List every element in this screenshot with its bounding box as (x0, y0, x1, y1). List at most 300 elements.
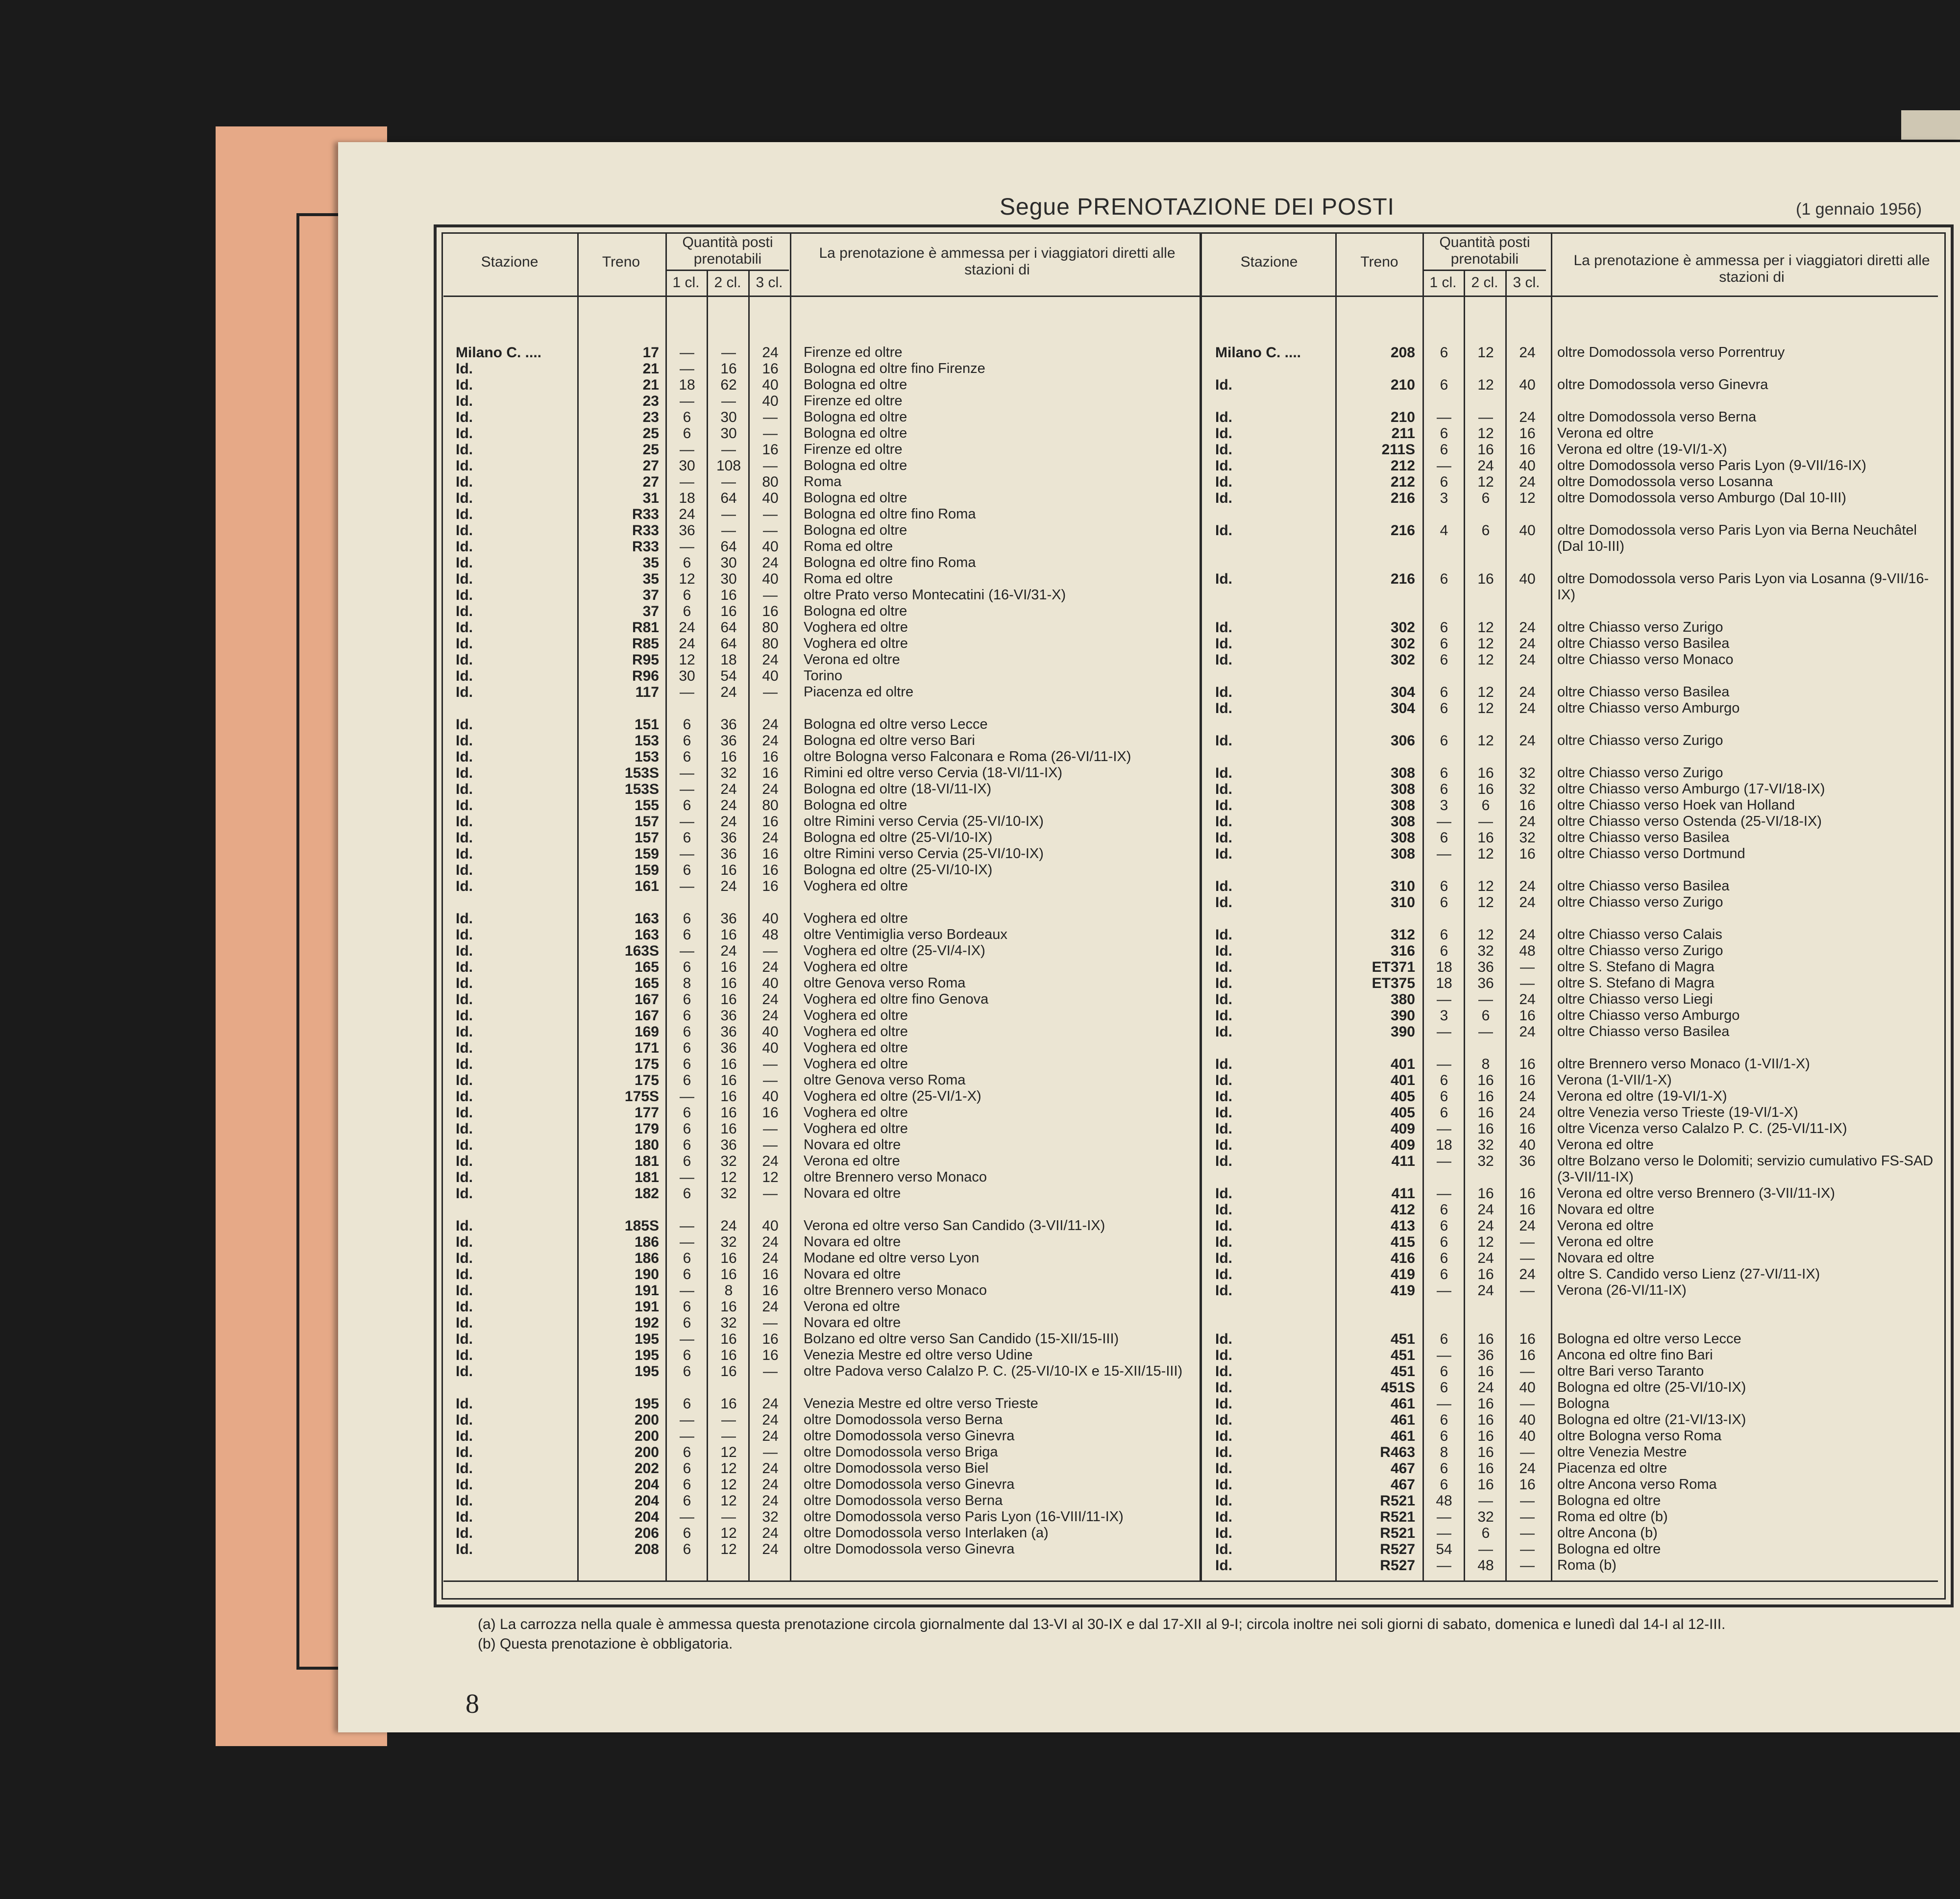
right-station: Id. (1215, 1460, 1232, 1477)
right-cl2: — (1478, 1024, 1493, 1040)
left-cl2: 36 (720, 911, 737, 927)
right-station: Milano C. .... (1215, 345, 1301, 361)
right-cl1: 6 (1440, 345, 1448, 361)
right-dest: oltre Ancona verso Roma (1557, 1477, 1717, 1492)
left-cl2: 12 (720, 1169, 737, 1185)
left-train: 175S (624, 1088, 659, 1105)
right-cl3: 40 (1519, 1137, 1536, 1153)
right-cl1: — (1437, 1121, 1451, 1137)
right-cl1: 6 (1440, 1105, 1448, 1121)
right-dest: oltre Chiasso verso Basilea (1557, 684, 1730, 700)
left-cl1: — (680, 361, 694, 377)
right-cl2: 24 (1477, 458, 1494, 474)
right-cl1: 6 (1440, 1088, 1448, 1105)
right-station: Id. (1215, 1024, 1232, 1040)
left-train: 195 (634, 1396, 659, 1412)
right-cl1: — (1437, 814, 1451, 830)
right-cl1: 18 (1436, 975, 1452, 991)
left-cl1: 6 (683, 1477, 691, 1493)
left-cl1: — (680, 1088, 694, 1105)
left-station: Id. (456, 1444, 473, 1460)
right-cl2: 16 (1477, 1428, 1494, 1444)
right-cl3: 40 (1519, 458, 1536, 474)
right-dest: oltre S. Stefano di Magra (1557, 959, 1715, 975)
left-cl1: — (680, 1331, 694, 1347)
right-dest: oltre Domodossola verso Paris Lyon via Losanna (9-VII/16-IX) (1557, 571, 1929, 603)
left-cl1: 6 (683, 1396, 691, 1412)
right-cl1: 6 (1440, 1412, 1448, 1428)
left-station: Id. (456, 1460, 473, 1477)
right-station: Id. (1215, 1347, 1232, 1363)
right-cl1: 6 (1440, 733, 1448, 749)
right-dest: oltre S. Candido verso Lienz (27-VI/11-IX) (1557, 1266, 1820, 1282)
left-dest: oltre Domodossola verso Paris Lyon (16-VIII/11-IX) (804, 1509, 1124, 1525)
right-station: Id. (1215, 765, 1232, 781)
left-cl1: 30 (679, 668, 695, 684)
right-cl2: 16 (1477, 1185, 1494, 1202)
left-station: Id. (456, 862, 473, 878)
right-dest: oltre Chiasso verso Zurigo (1557, 733, 1723, 748)
right-cl3: 24 (1519, 636, 1536, 652)
left-dest: Voghera ed oltre (804, 636, 908, 651)
left-dest: Voghera ed oltre (804, 1008, 908, 1023)
right-station: Id. (1215, 830, 1232, 846)
right-train: 461 (1390, 1412, 1415, 1428)
right-cl2: 16 (1477, 765, 1494, 781)
left-cl1: 36 (679, 522, 695, 539)
right-cl1: 18 (1436, 959, 1452, 975)
page-date: (1 gennaio 1956) (1796, 200, 1922, 219)
right-station: Id. (1215, 1509, 1232, 1525)
left-cl1: 6 (683, 911, 691, 927)
right-cl1: 6 (1440, 765, 1448, 781)
right-dest: oltre Domodossola verso Losanna (1557, 474, 1773, 490)
col-header-cl2-left: 2 cl. (714, 274, 741, 291)
right-cl2: 16 (1477, 442, 1494, 458)
right-train: 210 (1390, 409, 1415, 425)
left-cl2: 16 (720, 1331, 737, 1347)
right-cl3: 16 (1519, 1056, 1536, 1072)
right-cl3: 16 (1519, 1331, 1536, 1347)
right-cl1: 6 (1440, 474, 1448, 490)
left-cl1: 12 (679, 652, 695, 668)
right-cl2: 12 (1477, 377, 1494, 393)
right-train: 308 (1390, 781, 1415, 797)
right-train: 304 (1390, 700, 1415, 716)
left-cl1: 6 (683, 716, 691, 733)
right-cl2: 16 (1477, 830, 1494, 846)
left-station: Id. (456, 571, 473, 587)
left-dest: oltre Padova verso Calalzo P. C. (25-VI/10-IX e 15-XII/15-III) (804, 1363, 1183, 1379)
left-cl1: 6 (683, 1008, 691, 1024)
right-dest: oltre Chiasso verso Dortmund (1557, 846, 1745, 862)
right-station: Id. (1215, 1477, 1232, 1493)
left-cl2: 30 (720, 571, 737, 587)
right-cl3: 24 (1519, 991, 1536, 1008)
right-dest: oltre Chiasso verso Basilea (1557, 1024, 1730, 1039)
right-dest: Verona ed oltre verso Brennero (3-VII/11-IX) (1557, 1185, 1835, 1201)
left-cl1: 6 (683, 1250, 691, 1266)
left-train: 171 (634, 1040, 659, 1056)
right-cl2: 36 (1477, 959, 1494, 975)
left-dest: Voghera ed oltre fino Genova (804, 991, 989, 1007)
left-train: 200 (634, 1428, 659, 1444)
right-train: ET371 (1372, 959, 1415, 975)
left-train: 165 (634, 975, 659, 991)
right-cl3: 24 (1519, 1088, 1536, 1105)
left-dest: Novara ed oltre (804, 1266, 901, 1282)
left-dest: Bologna ed oltre (25-VI/10-IX) (804, 830, 993, 845)
right-cl3: 16 (1519, 1202, 1536, 1218)
left-train: 200 (634, 1412, 659, 1428)
left-cl3: 40 (762, 490, 779, 506)
left-dest: oltre Domodossola verso Ginevra (804, 1428, 1015, 1444)
left-cl3: 24 (762, 1396, 779, 1412)
left-dest: Verona ed oltre (804, 652, 900, 667)
left-cl2: 62 (720, 377, 737, 393)
right-station: Id. (1215, 1396, 1232, 1412)
right-cl2: — (1478, 814, 1493, 830)
left-cl2: 16 (720, 927, 737, 943)
left-station: Id. (456, 619, 473, 636)
left-train: 35 (642, 571, 659, 587)
right-station: Id. (1215, 1056, 1232, 1072)
col-header-dest-left: La prenotazione è ammessa per i viaggiatori diretti alle stazioni di (819, 245, 1176, 278)
left-cl1: 18 (679, 490, 695, 506)
left-train: 192 (634, 1315, 659, 1331)
right-cl2: 6 (1481, 1008, 1490, 1024)
left-station: Id. (456, 878, 473, 894)
right-cl1: 6 (1440, 830, 1448, 846)
left-station: Id. (456, 1347, 473, 1363)
left-dest: oltre Brennero verso Monaco (804, 1282, 987, 1298)
left-cl2: 54 (720, 668, 737, 684)
left-cl2: 32 (720, 1234, 737, 1250)
col-sep (1464, 270, 1465, 1580)
left-train: 190 (634, 1266, 659, 1282)
left-cl2: 36 (720, 733, 737, 749)
right-dest: Ancona ed oltre fino Bari (1557, 1347, 1713, 1363)
right-train: 380 (1390, 991, 1415, 1008)
right-cl3: 24 (1519, 1266, 1536, 1282)
left-cl3: 24 (762, 1525, 779, 1541)
left-cl2: 36 (720, 846, 737, 862)
left-train: 179 (634, 1121, 659, 1137)
left-dest: Firenze ed oltre (804, 393, 903, 409)
right-cl2: 24 (1477, 1282, 1494, 1299)
left-station: Id. (456, 959, 473, 975)
right-train: 467 (1390, 1460, 1415, 1477)
right-cl1: 4 (1440, 522, 1448, 539)
left-cl3: 24 (762, 1477, 779, 1493)
left-cl1: — (680, 1218, 694, 1234)
right-dest: oltre Venezia Mestre (1557, 1444, 1687, 1460)
right-cl2: 16 (1477, 1444, 1494, 1460)
right-dest: oltre Domodossola verso Berna (1557, 409, 1757, 425)
right-cl1: 6 (1440, 781, 1448, 797)
left-dest: Novara ed oltre (804, 1234, 901, 1250)
right-dest: Bologna ed oltre (25-VI/10-IX) (1557, 1380, 1746, 1395)
right-station: Id. (1215, 1153, 1232, 1169)
right-train: 451S (1380, 1380, 1415, 1396)
right-cl2: 16 (1477, 1266, 1494, 1282)
left-train: 181 (634, 1153, 659, 1169)
left-dest: Verona ed oltre (804, 1153, 900, 1169)
right-train: 467 (1390, 1477, 1415, 1493)
right-dest: Verona ed oltre (19-VI/1-X) (1557, 1088, 1727, 1104)
col-sep (1422, 233, 1424, 1580)
right-cl1: 6 (1440, 878, 1448, 894)
right-cl1: 6 (1440, 425, 1448, 442)
right-cl3: 16 (1519, 1121, 1536, 1137)
left-cl3: 48 (762, 927, 779, 943)
left-cl1: 6 (683, 1493, 691, 1509)
col-sep (1505, 270, 1507, 1580)
left-cl3: 24 (762, 1008, 779, 1024)
left-train: 206 (634, 1525, 659, 1541)
left-dest: Firenze ed oltre (804, 345, 903, 360)
left-cl1: — (680, 1412, 694, 1428)
left-dest: oltre Bologna verso Falconara e Roma (26-VI/11-IX) (804, 749, 1131, 765)
right-cl2: 12 (1477, 345, 1494, 361)
left-train: R33 (632, 539, 659, 555)
right-train: R521 (1380, 1493, 1415, 1509)
left-cl2: 16 (720, 1363, 737, 1380)
left-dest: oltre Domodossola verso Ginevra (804, 1541, 1015, 1557)
right-station: Id. (1215, 943, 1232, 959)
left-station: Id. (456, 1185, 473, 1202)
right-train: 216 (1390, 571, 1415, 587)
right-cl2: — (1478, 1493, 1493, 1509)
left-cl3: — (763, 1363, 778, 1380)
right-cl2: 36 (1477, 975, 1494, 991)
left-cl2: 30 (720, 409, 737, 425)
col-sep (707, 270, 708, 1580)
right-cl3: 24 (1519, 1460, 1536, 1477)
right-cl1: 6 (1440, 571, 1448, 587)
table-bottom-rule (443, 1580, 1938, 1582)
left-dest: oltre Brennero verso Monaco (804, 1169, 987, 1185)
left-station: Id. (456, 1541, 473, 1557)
left-cl2: 24 (720, 814, 737, 830)
right-cl1: — (1437, 1396, 1451, 1412)
right-train: R527 (1380, 1557, 1415, 1574)
left-cl1: — (680, 943, 694, 959)
right-cl2: 12 (1477, 619, 1494, 636)
right-cl2: 12 (1477, 878, 1494, 894)
left-cl2: 16 (720, 1088, 737, 1105)
right-train: 308 (1390, 765, 1415, 781)
right-station: Id. (1215, 377, 1232, 393)
right-station: Id. (1215, 1428, 1232, 1444)
right-station: Id. (1215, 927, 1232, 943)
left-station: Id. (456, 1056, 473, 1072)
left-cl1: 6 (683, 1024, 691, 1040)
left-train: 180 (634, 1137, 659, 1153)
left-train: 155 (634, 797, 659, 814)
left-station: Id. (456, 636, 473, 652)
left-cl3: 16 (762, 603, 779, 619)
left-dest: Roma (804, 474, 842, 490)
right-cl1: — (1437, 1509, 1451, 1525)
right-cl3: 16 (1519, 1185, 1536, 1202)
right-station: Id. (1215, 458, 1232, 474)
right-dest: oltre Chiasso verso Zurigo (1557, 894, 1723, 910)
left-cl3: 24 (762, 1234, 779, 1250)
right-cl3: 16 (1519, 846, 1536, 862)
left-cl3: 80 (762, 619, 779, 636)
right-cl2: 48 (1477, 1557, 1494, 1574)
left-train: 25 (642, 442, 659, 458)
right-dest: oltre Ancona (b) (1557, 1525, 1658, 1541)
left-train: 204 (634, 1493, 659, 1509)
right-train: R521 (1380, 1509, 1415, 1525)
right-cl3: — (1520, 1234, 1535, 1250)
right-station: Id. (1215, 619, 1232, 636)
left-cl2: 16 (720, 1105, 737, 1121)
right-dest: oltre Chiasso verso Zurigo (1557, 765, 1723, 781)
right-cl1: 48 (1436, 1493, 1452, 1509)
left-dest: Venezia Mestre ed oltre verso Udine (804, 1347, 1033, 1363)
left-train: 204 (634, 1477, 659, 1493)
right-train: 308 (1390, 814, 1415, 830)
left-train: 182 (634, 1185, 659, 1202)
page-number: 8 (466, 1689, 479, 1719)
right-dest: oltre Chiasso verso Zurigo (1557, 943, 1723, 959)
right-station: Id. (1215, 1088, 1232, 1105)
left-cl2: 24 (720, 797, 737, 814)
right-cl3: 40 (1519, 1380, 1536, 1396)
left-cl1: 6 (683, 603, 691, 619)
right-cl3: 24 (1519, 1105, 1536, 1121)
left-cl1: 6 (683, 1121, 691, 1137)
left-cl1: 6 (683, 1072, 691, 1088)
right-station: Id. (1215, 1331, 1232, 1347)
right-cl1: 6 (1440, 1202, 1448, 1218)
left-station: Id. (456, 1234, 473, 1250)
right-cl3: 24 (1519, 814, 1536, 830)
col-header-treno-left: Treno (602, 254, 640, 270)
right-cl2: — (1478, 991, 1493, 1008)
right-cl2: 16 (1477, 1477, 1494, 1493)
left-cl1: 30 (679, 458, 695, 474)
left-train: 159 (634, 846, 659, 862)
left-cl3: 24 (762, 830, 779, 846)
right-train: 409 (1390, 1121, 1415, 1137)
left-cl1: — (680, 393, 694, 409)
right-station: Id. (1215, 652, 1232, 668)
left-station: Id. (456, 1137, 473, 1153)
right-station: Id. (1215, 571, 1232, 587)
right-station: Id. (1215, 522, 1232, 539)
left-cl3: 40 (762, 1218, 779, 1234)
right-station: Id. (1215, 700, 1232, 716)
left-dest: Bologna ed oltre (25-VI/10-IX) (804, 862, 993, 878)
left-train: R96 (632, 668, 659, 684)
right-station: Id. (1215, 1444, 1232, 1460)
left-train: 195 (634, 1363, 659, 1380)
left-cl2: — (721, 345, 736, 361)
right-train: 304 (1390, 684, 1415, 700)
left-cl3: — (763, 1056, 778, 1072)
left-cl3: — (763, 458, 778, 474)
right-cl2: 12 (1477, 846, 1494, 862)
left-station: Id. (456, 474, 473, 490)
left-dest: Bologna ed oltre verso Lecce (804, 716, 988, 732)
right-dest: Novara ed oltre (1557, 1250, 1655, 1266)
right-cl2: 12 (1477, 425, 1494, 442)
right-station: Id. (1215, 814, 1232, 830)
left-station: Id. (456, 393, 473, 409)
right-station: Id. (1215, 1185, 1232, 1202)
left-cl1: — (680, 781, 694, 797)
left-cl2: 16 (720, 959, 737, 975)
left-cl2: 24 (720, 943, 737, 959)
left-station: Id. (456, 1121, 473, 1137)
left-cl1: — (680, 765, 694, 781)
right-station: Id. (1215, 1072, 1232, 1088)
col-header-cl2-right: 2 cl. (1471, 274, 1498, 291)
right-station: Id. (1215, 1412, 1232, 1428)
right-cl3: — (1520, 1444, 1535, 1460)
left-train: 195 (634, 1331, 659, 1347)
right-cl2: 12 (1477, 733, 1494, 749)
left-cl3: 40 (762, 393, 779, 409)
left-station: Id. (456, 442, 473, 458)
left-cl3: 16 (762, 1347, 779, 1363)
right-train: 419 (1390, 1282, 1415, 1299)
left-dest: Voghera ed oltre (25-VI/4-IX) (804, 943, 985, 959)
right-dest: Verona ed oltre (19-VI/1-X) (1557, 442, 1727, 457)
right-station: Id. (1215, 1541, 1232, 1557)
page-edge-strip (1901, 110, 1960, 140)
left-cl3: 40 (762, 975, 779, 991)
left-dest: Voghera ed oltre (804, 959, 908, 975)
left-dest: Bologna ed oltre fino Firenze (804, 361, 985, 376)
left-cl3: 24 (762, 1250, 779, 1266)
col-sep (665, 233, 667, 1580)
right-dest: Verona ed oltre (1557, 1218, 1654, 1233)
right-cl2: 16 (1477, 1396, 1494, 1412)
right-cl1: 6 (1440, 1428, 1448, 1444)
left-dest: Verona ed oltre verso San Candido (3-VII/11-IX) (804, 1218, 1105, 1233)
left-cl2: 36 (720, 1040, 737, 1056)
left-train: 161 (634, 878, 659, 894)
right-cl3: — (1520, 1250, 1535, 1266)
right-train: 312 (1390, 927, 1415, 943)
left-station: Id. (456, 361, 473, 377)
left-cl1: 6 (683, 749, 691, 765)
right-cl1: — (1437, 991, 1451, 1008)
left-station: Id. (456, 458, 473, 474)
left-station: Id. (456, 1493, 473, 1509)
left-train: 27 (642, 458, 659, 474)
left-train: 31 (642, 490, 659, 506)
left-cl3: 16 (762, 1266, 779, 1282)
left-station: Id. (456, 1477, 473, 1493)
left-cl3: 80 (762, 474, 779, 490)
left-train: 177 (634, 1105, 659, 1121)
right-cl3: — (1520, 1541, 1535, 1557)
right-train: 461 (1390, 1428, 1415, 1444)
right-station: Id. (1215, 442, 1232, 458)
left-cl1: — (680, 1509, 694, 1525)
left-cl3: — (763, 425, 778, 442)
left-cl3: — (763, 1444, 778, 1460)
right-train: R521 (1380, 1525, 1415, 1541)
left-station: Id. (456, 1363, 473, 1380)
left-dest: Venezia Mestre ed oltre verso Trieste (804, 1396, 1038, 1411)
